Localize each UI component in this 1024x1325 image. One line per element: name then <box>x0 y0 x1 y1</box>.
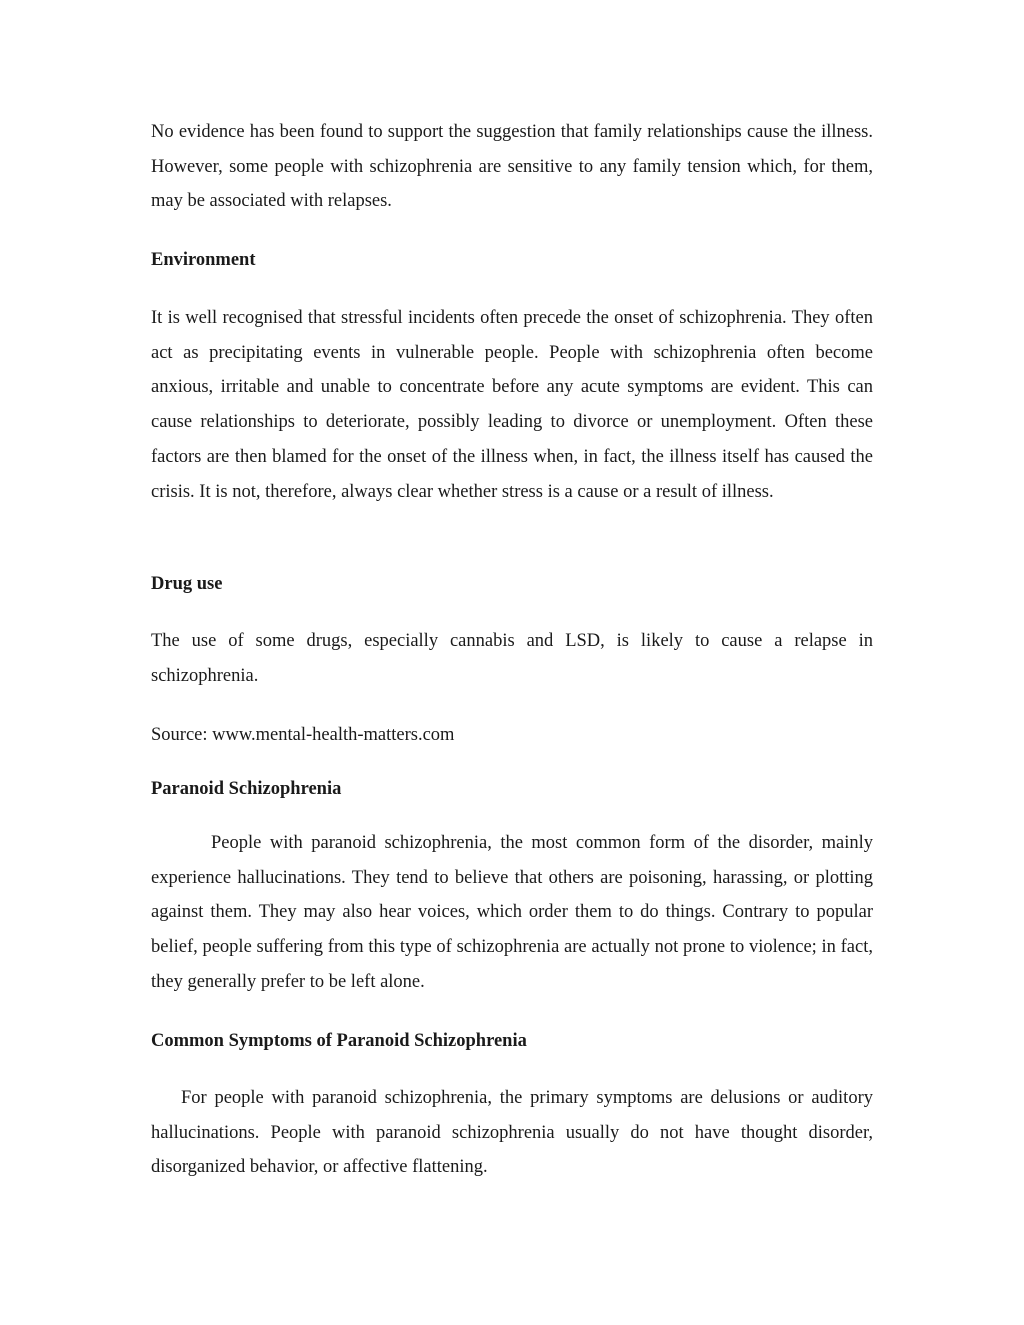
common-symptoms-heading: Common Symptoms of Paranoid Schizophrenia <box>151 1031 527 1051</box>
environment-heading: Environment <box>151 250 256 270</box>
drug-use-paragraph: The use of some drugs, especially cannabis and LSD, is likely to cause a relapse in schizophrenia. <box>151 631 873 686</box>
environment-paragraph: It is well recognised that stressful incidents often precede the onset of schizophrenia. They often act as precipitating events in vulnerable people. People with schizophrenia often become anxious, irritable and unable to concentrate before any acute symptoms are evident. This can cause relationships to deteriorate, possibly leading to divorce or unemployment. Often these factors are then blamed for the onset of the illness when, in fact, the illness itself has caused the crisis. It is not, therefore, always clear whether stress is a cause or a result of illness. <box>151 308 873 502</box>
paranoid-schizophrenia-heading: Paranoid Schizophrenia <box>151 779 342 799</box>
source-line: Source: www.mental-health-matters.com <box>151 725 455 745</box>
family-relationships-paragraph: No evidence has been found to support the suggestion that family relationships cause the illness. However, some people with schizophrenia are sensitive to any family tension which, for them, may be associated with relapses. <box>151 122 873 212</box>
paranoid-schizophrenia-paragraph: People with paranoid schizophrenia, the most common form of the disorder, mainly experience hallucinations. They tend to believe that others are poisoning, harassing, or plotting against them. They may also hear voices, which order them to do things. Contrary to popular belief, people suffering from this type of schizophrenia are actually not prone to violence; in fact, they generally prefer to be left alone. <box>151 833 873 992</box>
common-symptoms-paragraph: For people with paranoid schizophrenia, the primary symptoms are delusions or auditory hallucinations. People with paranoid schizophrenia usually do not have thought disorder, disorganized behavior, or affective flattening. <box>151 1088 873 1178</box>
drug-use-heading: Drug use <box>151 574 223 594</box>
